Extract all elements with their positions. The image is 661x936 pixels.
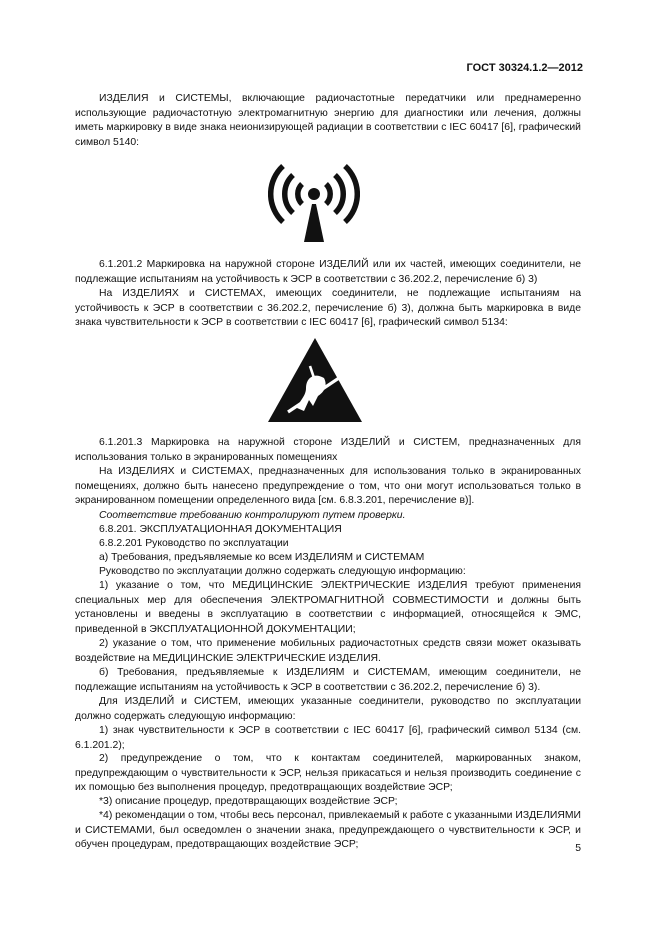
paragraph-products-rf: ИЗДЕЛИЯ и СИСТЕМЫ, включающие радиочастотные передатчики или преднамеренно использующие радиочастотную электромагнитную энергию для диагностики или лечения, должны иметь маркировку в виде знака неионизирующей радиации в соответствии с IEC 60417 [6], графический символ 5140: xyxy=(75,93,581,148)
document-header: ГОСТ 30324.1.2—2012 xyxy=(466,62,583,74)
compliance-note: Соответствие требованию контролируют путем проверки. xyxy=(99,510,406,521)
list-item-b: б) Требования, предъявляемые к ИЗДЕЛИЯМ и СИСТЕМАМ, имеющим соединители, не подлежащие испытаниям на устойчивость к ЭСР в соответствии с 36.202.2, перечисление б) 3). xyxy=(75,667,581,693)
section-heading-6-8-201: 6.8.201. ЭКСПЛУАТАЦИОННАЯ ДОКУМЕНТАЦИЯ xyxy=(99,524,342,535)
list-item-a-1: 1) указание о том, что МЕДИЦИНСКИЕ ЭЛЕКТРИЧЕСКИЕ ИЗДЕЛИЯ требуют применения специальных мер для обеспечения ЭЛЕКТРОМАГНИТНОЙ СОВМЕСТИМОСТИ и должны быть установлены и введены в эксплуатацию в соответствии с информацией, относящейся к ЭМС, приведенной в ЭКСПЛУАТАЦИОННОЙ ДОКУМЕНТАЦИИ; xyxy=(75,580,581,635)
list-item-b-3: *3) описание процедур, предотвращающих воздействие ЭСР; xyxy=(99,796,398,807)
paragraph-6-1-201-3: 6.1.201.3 Маркировка на наружной стороне ИЗДЕЛИЙ и СИСТЕМ, предназначенных для использования только в экранированных помещениях xyxy=(75,437,581,463)
paragraph-shielded-rooms: На ИЗДЕЛИЯХ и СИСТЕМАХ, предназначенных для использования только в экранированных помещениях, должно быть нанесено предупреждение о том, что они могут использоваться только в экранированном помещении определенного вида [см. 6.8.3.201, перечисление в)]. xyxy=(75,466,581,507)
paragraph-manual-contents: Руководство по эксплуатации должно содержать следующую информацию: xyxy=(99,566,466,577)
list-item-b-1: 1) знак чувствительности к ЭСР в соответствии с IEC 60417 [6], графический символ 5134 (см. 6.1.201.2); xyxy=(75,725,581,751)
list-item-a-2: 2) указание о том, что применение мобильных радиочастотных средств связи может оказывать воздействие на МЕДИЦИНСКИЕ ЭЛЕКТРИЧЕСКИЕ ИЗДЕЛИЯ. xyxy=(75,638,581,664)
non-ionizing-radiation-icon xyxy=(268,156,360,246)
paragraph-connectors-info: Для ИЗДЕЛИЙ и СИСТЕМ, имеющих указанные соединители, руководство по эксплуатации должно содержать следующую информацию: xyxy=(75,696,581,722)
page-number: 5 xyxy=(575,843,581,854)
list-item-b-4: *4) рекомендации о том, чтобы весь персонал, привлекаемый к работе с указанными ИЗДЕЛИЯМИ и СИСТЕМАМИ, был осведомлен о значении знака, предупреждающего о чувствительности к ЭСР, и обучен процедурам, предотвращающих воздействие ЭСР; xyxy=(75,810,581,851)
paragraph-6-1-201-2: 6.1.201.2 Маркировка на наружной стороне ИЗДЕЛИЙ или их частей, имеющих соединители, не подлежащие испытаниям на устойчивость к ЭСР в соответствии с 36.202.2, перечисление б) 3) xyxy=(75,259,581,285)
esd-sensitivity-icon xyxy=(266,336,364,424)
list-item-a: а) Требования, предъявляемые ко всем ИЗДЕЛИЯМ и СИСТЕМАМ xyxy=(99,552,425,563)
paragraph-esd-marking: На ИЗДЕЛИЯХ и СИСТЕМАХ, имеющих соединители, не подлежащие испытаниям на устойчивость к ЭСР в соответствии с 36.202.2, перечисление б) 3), должна быть маркировка в виде знака чувствительности к ЭСР в соответствии с IEC 60417 [6], графический символ 5134: xyxy=(75,288,581,329)
subsection-heading-6-8-2-201: 6.8.2.201 Руководство по эксплуатации xyxy=(99,538,289,549)
list-item-b-2: 2) предупреждение о том, что к контактам соединителей, маркированных знаком, предупреждающим о чувствительности к ЭСР, нельзя прикасаться и нельзя производить соединение с их помощью без выполнения процедур, предотвращающих воздействие ЭСР; xyxy=(75,753,581,794)
